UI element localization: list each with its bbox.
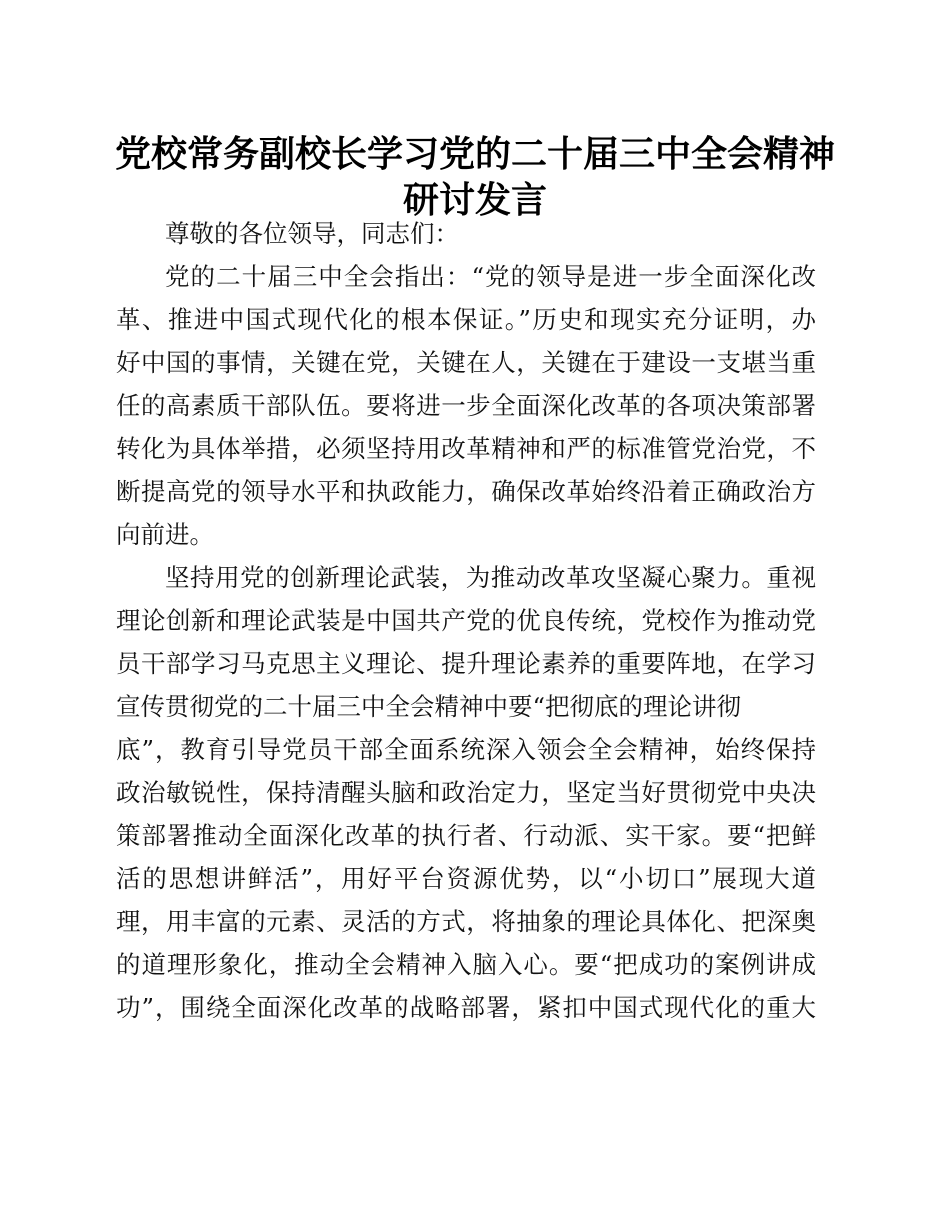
document-title-line-2: 研讨发言 — [402, 179, 547, 221]
paragraph-2-line-7: 策部署推动全面深化改革的执行者、行动派、实干家。要“把鲜 — [116, 821, 816, 850]
paragraph-1-line-1: 党的二十届三中全会指出：“党的领导是进一步全面深化改 — [165, 262, 816, 291]
paragraph-2-line-10: 的道理形象化，推动全会精神入脑入心。要“把成功的案例讲成 — [116, 950, 816, 979]
paragraph-2-line-4: 宣传贯彻党的二十届三中全会精神中要“把彻底的理论讲彻 — [116, 692, 742, 721]
paragraph-2-line-2: 理论创新和理论武装是中国共产党的优良传统，党校作为推动党 — [116, 606, 816, 635]
paragraph-1-line-6: 断提高党的领导水平和执政能力，确保改革始终沿着正确政治方 — [116, 477, 816, 506]
paragraph-2-line-11: 功”，围绕全面深化改革的战略部署，紧扣中国式现代化的重大 — [116, 993, 816, 1022]
paragraph-1-line-3: 好中国的事情，关键在党，关键在人，关键在于建设一支堪当重 — [116, 348, 816, 377]
paragraph-2-line-1: 坚持用党的创新理论武装，为推动改革攻坚凝心聚力。重视 — [165, 563, 816, 592]
paragraph-2-line-9: 理，用丰富的元素、灵活的方式，将抽象的理论具体化、把深奥 — [116, 907, 816, 936]
paragraph-2-line-6: 政治敏锐性，保持清醒头脑和政治定力，坚定当好贯彻党中央决 — [116, 778, 816, 807]
salutation: 尊敬的各位领导，同志们： — [165, 219, 459, 248]
document-title-line-1: 党校常务副校长学习党的二十届三中全会精神 — [114, 133, 835, 175]
paragraph-1-line-5: 转化为具体举措，必须坚持用改革精神和严的标准管党治党，不 — [116, 434, 816, 463]
paragraph-1-line-7: 向前进。 — [116, 520, 214, 549]
paragraph-2-line-3: 员干部学习马克思主义理论、提升理论素养的重要阵地，在学习 — [116, 649, 816, 678]
paragraph-2-line-8: 活的思想讲鲜活”，用好平台资源优势，以“小切口”展现大道 — [116, 864, 816, 893]
paragraph-2-line-5: 底”，教育引导党员干部全面系统深入领会全会精神，始终保持 — [116, 735, 816, 764]
paragraph-1-line-2: 革、推进中国式现代化的根本保证。”历史和现实充分证明，办 — [116, 305, 816, 334]
paragraph-1-line-4: 任的高素质干部队伍。要将进一步全面深化改革的各项决策部署 — [116, 391, 816, 420]
